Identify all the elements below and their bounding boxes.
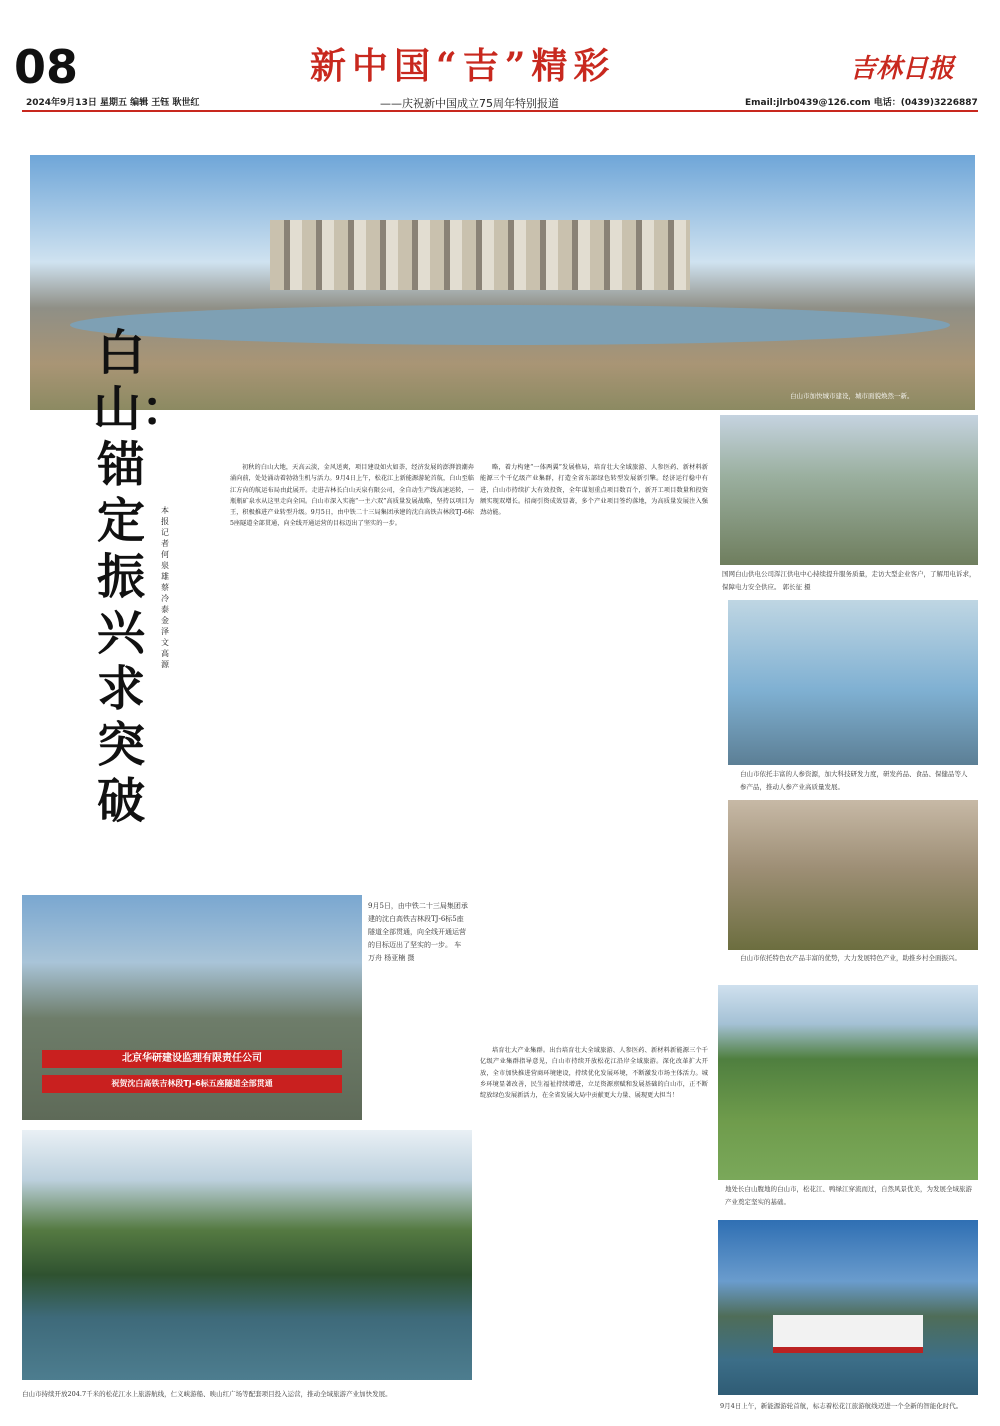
lab-caption: 白山市依托丰富的人参资源，加大科技研发力度，研发药品、食品、保健品等人参产品，推动人参产业高质量发展。 bbox=[740, 770, 968, 791]
city-panorama-photo bbox=[30, 155, 975, 410]
issue-date: 2024年9月13日 星期五 编辑 王钰 耿世红 bbox=[26, 98, 200, 108]
river-caption: 白山市持续开放204.7千米的松花江水上旅游航线，仁义峡游船、映山红广场等配套项目投入运营，推动全域旅游产业加快发展。 bbox=[22, 1390, 392, 1398]
newspaper-logo: 吉林日报 bbox=[850, 54, 955, 84]
article-title: 白山：锚定振兴求突破 bbox=[93, 325, 190, 829]
park-caption: 地处长白山腹地的白山市，松花江、鸭绿江穿流而过，自然风景优美，为发展全域旅游产业奠定坚实的基础。 bbox=[725, 1185, 972, 1206]
ginseng-lab-photo bbox=[728, 600, 978, 765]
page-number: 08 bbox=[14, 40, 79, 94]
riverside-park-photo bbox=[718, 985, 978, 1180]
food-processing-photo bbox=[728, 800, 978, 950]
tunnel-caption: 9月5日，由中铁二十三局集团承建的沈白高铁吉林段TJ-6标5座隧道全部贯通，向全线开通运营的目标迈出了坚实的一步。 车万舟 杨亚楠 摄 bbox=[368, 902, 468, 962]
top-caption: 白山市加快城市建设，城市面貌焕然一新。 bbox=[790, 392, 914, 400]
company-banner: 北京华研建设监理有限责任公司 bbox=[42, 1050, 342, 1068]
congrats-banner: 祝贺沈白高铁吉林段TJ-6标五座隧道全部贯通 bbox=[42, 1075, 342, 1093]
subheading: ——庆祝新中国成立75周年特别报道 bbox=[380, 97, 559, 110]
food-caption: 白山市依托特色农产品丰富的优势，大力发展特色产业，助推乡村全面振兴。 bbox=[740, 954, 961, 962]
tour-boat-photo bbox=[718, 1220, 978, 1395]
river-cliff-photo bbox=[22, 1130, 472, 1380]
masthead: 新中国“吉”精彩 bbox=[310, 45, 616, 87]
tunnel-photo bbox=[22, 895, 362, 1120]
power-station-photo bbox=[720, 415, 978, 565]
contact-info: Email:jlrb0439@126.com 电话：(0439)3226887 bbox=[745, 98, 978, 108]
boat-caption: 9月4日上午，新能源游轮首航，标志着松花江旅游航线迈进一个全新的智能化时代。 bbox=[720, 1402, 963, 1410]
header-rule bbox=[22, 110, 978, 112]
byline: 本报记者 何泉雄 蔡冷泰 金泽文 高源 bbox=[161, 506, 169, 669]
article-column-1: 初秋的白山大地，天高云淡，金风送爽，项目建设如火如荼，经济发展的澎湃浪潮奔涌向前，处处涌动着勃勃生机与活力。9月4日上午，松花江上新能源游轮首航，白山至临江方向的航运布局由此展开。走进吉林长白山天泉有限公司，全自动生产线高速运转，一瓶瓶矿泉水从这里走向全国。白山市深入实施“一主六双”高质量发展战略，坚持以项目为王，积极推进产业转型升级。9月5日，由中铁二十三局集团承建的沈白高铁吉林段TJ-6标5座隧道全部贯通，向全线开通运营的目标迈出了坚实的一步。 bbox=[230, 464, 474, 528]
power-caption: 国网白山供电公司浑江供电中心持续提升服务质量，走访大型企业客户，了解用电诉求，保障电力安全供应。 郭长征 摄 bbox=[722, 570, 976, 591]
article-column-2: 略，着力构建“一体两翼”发展格局，培育壮大全域旅游、人参医药、新材料新能源三个千亿级产业集群，打造全省东部绿色转型发展新引擎。经济运行稳中有进，白山市持续扩大有效投资，全年谋划重点项目数百个，新开工项目数量和投资额实现双增长。招商引资成效显著，多个产业项目签约落地，为高质量发展注入强劲动能。 bbox=[480, 464, 708, 517]
article-column-3: 培育壮大产业集群。出台培育壮大全域旅游、人参医药、新材料新能源三个千亿级产业集群指导意见，白山市持续开放松花江沿岸全域旅游。深化改革扩大开放，全市加快推进营商环境建设，持续优化发展环境，不断激发市场主体活力。城乡环境显著改善，民生福祉持续增进，立足资源禀赋和发展基础的白山市，正不断绽放绿色发展新活力，在全省发展大局中贡献更大力量、展现更大担当！ bbox=[480, 1047, 708, 1100]
